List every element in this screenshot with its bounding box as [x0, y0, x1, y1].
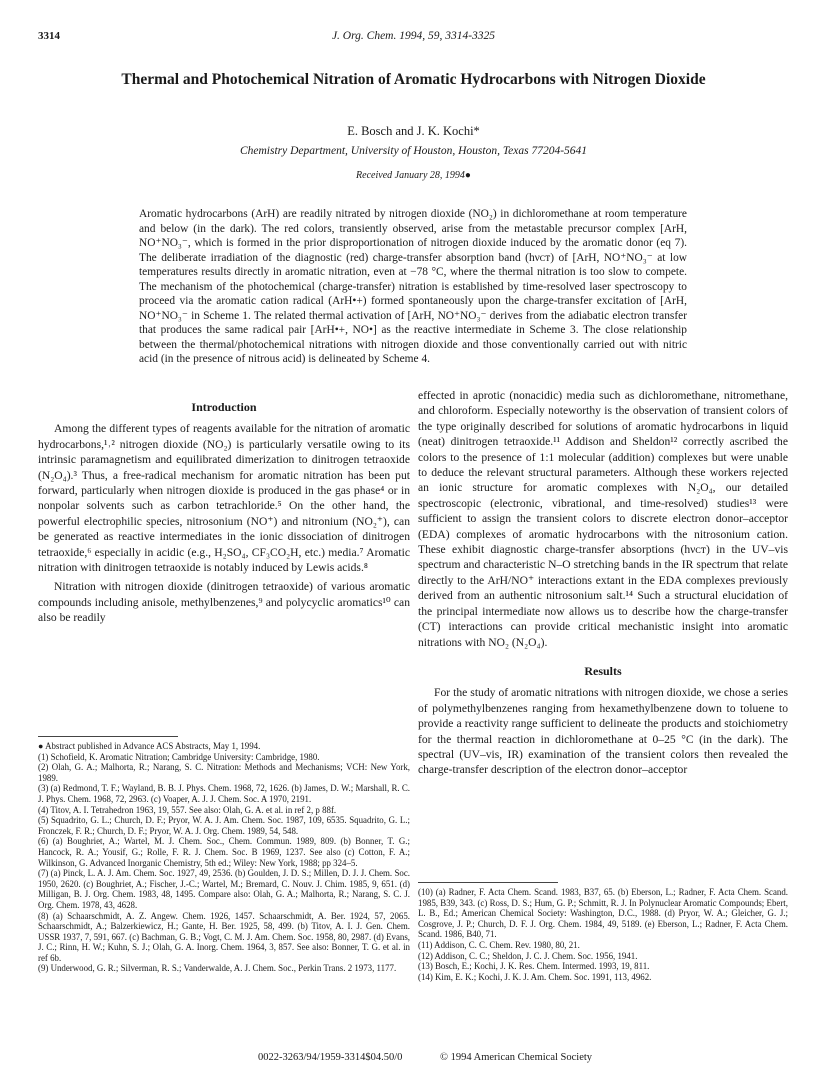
footnote: (3) (a) Redmond, T. F.; Wayland, B. B. J. Phys. Chem. 1968, 72, 1626. (b) James, D. W.; Marshall, R. C. J. Phys. Chem. 1968, 72, 2963. (c) Voaper, A. J. J. Chem. Soc. A 1970, 2191.	[38, 783, 410, 804]
footnote: (12) Addison, C. C.; Sheldon, J. C. J. Chem. Soc. 1956, 1941.	[418, 950, 638, 961]
footnote: (9) Underwood, G. R.; Silverman, R. S.; Vanderwalde, A. J. Chem. Soc., Perkin Trans. 2 1973, 1177.	[38, 963, 397, 974]
affiliation: Chemistry Department, University of Houston, Houston, Texas 77204-5641	[239, 145, 588, 157]
footnote-rule	[418, 882, 558, 883]
footnote: (13) Bosch, E.; Kochi, J. K. Res. Chem. Intermed. 1993, 19, 811.	[418, 961, 650, 972]
footnote: ● Abstract published in Advance ACS Abstracts, May 1, 1994.	[38, 741, 261, 751]
introduction-heading: Introduction	[191, 400, 257, 414]
paper-title: Thermal and Photochemical Nitration of Aromatic Hydrocarbons with Nitrogen Dioxide	[121, 71, 706, 88]
left-column	[38, 400, 410, 630]
footnote: (5) Squadrito, G. L.; Church, D. F.; Pryor, W. A. J. Am. Chem. Soc. 1987, 109, 6535. Squadrito, G. L.; Fronczek, F. R.; Church, D. F.; Pryor, W. A. J. Org. Chem. 1989, 54, 548.	[38, 815, 410, 836]
footnote: (2) Olah, G. A.; Malhorta, R.; Narang, S. C. Nitration: Methods and Mechanisms; VCH: New York, 1989.	[38, 762, 410, 783]
page-number: 3314	[38, 30, 60, 42]
footnote-rule	[38, 736, 178, 737]
footnotes-left	[38, 728, 410, 974]
intro-paragraph-1: Among the different types of reagents available for the nitration of aromatic hydrocarbons,¹˒² nitrogen dioxide (NO₂) is particularly versatile owing to its intrinsic paramagnetism and equilibrated dimerization to dinitrogen tetraoxide (N₂O₄).³ Thus, a free-radical mechanism for aromatic nitration has been put forward, particularly when nitrogen dioxide is produced in the gas phase⁴ or in nonpolar solvents such as carbon tetrachloride.⁵ On the other hand, the powerful electrophilic species, nitrosonium (NO⁺) and nitronium (NO₂⁺), can be generated as reactive intermediates in the ionic dissociation of dinitrogen tetraoxide,⁶ especially in acidic (e.g., H₂SO₄, CF₃CO₂H, etc.) media.⁷ Aromatic nitration with dinitrogen tetraoxide is notably induced by Lewis acids.⁸	[38, 422, 410, 575]
footnote: (6) (a) Boughriet, A.; Wartel, M. J. Chem. Soc., Chem. Commun. 1989, 809. (b) Bonner, T. G.; Hancock, R. A.; Yousif, G.; Rolle, F. R. J. Chem. Soc. B 1969, 1237. See also (c) Cotton, F. A.; Wilkinson, G. Advanced Inorganic Chemistry, 5th ed.; Wiley: New York, 1988; pp 324–5.	[38, 836, 410, 868]
results-heading: Results	[584, 663, 622, 678]
right-column	[418, 388, 788, 782]
footnote: (14) Kim, E. K.; Kochi, J. K. J. Am. Chem. Soc. 1991, 113, 4962.	[418, 971, 652, 982]
journal-citation: J. Org. Chem. 1994, 59, 3314-3325	[331, 30, 496, 42]
abstract: Aromatic hydrocarbons (ArH) are readily nitrated by nitrogen dioxide (NO₂) in dichloromethane at room temperature and below (in the dark). The red colors, transiently observed, arise from the metastable precursor complex [ArH, NO⁺NO₃⁻, which is formed in the prior disproportionation of nitrogen dioxide induced by the aromatic donor (eq 7). The deliberate irradiation of the diagnostic (red) charge-transfer absorption band (hνᴄᴛ) of [ArH, NO⁺NO₃⁻ at low temperatures results directly in aromatic nitration, even at −78 °C, where the thermal nitration is too slow to compete. The mechanism of the photochemical (charge-transfer) nitration is established by time-resolved laser spectroscopy to proceed via the aromatic cation radical (ArH•+) formed spontaneously upon the charge-transfer excitation of [ArH, NO⁺NO₃⁻ in Scheme 1. The related thermal activation of [ArH, NO⁺NO₃⁻ derives from the adiabatic electron transfer that produces the same radical pair [ArH•+, NO•] as the reactive intermediate in Scheme 3. The close relationship between the thermal/photochemical nitrations with nitrogen dioxide and those conventionally carried out with nitric acid (in the presence of nitrous acid) is delineated by Scheme 4.	[139, 208, 687, 365]
footer-code: 0022-3263/94/1959-3314$04.50/0	[258, 1052, 403, 1063]
results-paragraph-1: For the study of aromatic nitrations with nitrogen dioxide, we chose a series of polymethylbenzenes ranging from hexamethylbenzene down to toluene to provide a reactivity range sufficient to delineate the products and stoichiometry for the thermal reaction in dichloromethane at 0–25 °C (in the dark). The spectral (UV–vis, IR) examination of the transient colors then revealed the charge-transfer description of the electron donor–acceptor	[418, 686, 788, 777]
footnote: (8) (a) Schaarschmidt, A. Z. Angew. Chem. 1926, 1457. Schaarschmidt, A. Ber. 1924, 57, 2065. Schaarschmidt, A.; Balzerkiewicz, H.; Gante, H. Ber. 1925, 58, 499. (b) Titov, A. I. J. Gen. Chem. USSR 1937, 7, 591, 667. (c) Bachman, G. B.; Vogt, C. M. J. Am. Chem. Soc. 1958, 80, 2987. (d) Evans, J. C.; Rinn, H. W.; Kuhn, S. J.; Olah, G. A. Inorg. Chem. 1964, 3, 857. See also: Bonner, T. G. et al. in ref 6b.	[38, 910, 410, 963]
footnotes-right	[418, 874, 788, 982]
footnote: (11) Addison, C. C. Chem. Rev. 1980, 80, 21.	[418, 939, 580, 950]
footnote: (4) Titov, A. I. Tetrahedron 1963, 19, 557. See also: Olah, G. A. et al. in ref 2, p 88f.	[38, 804, 337, 815]
footnote: (7) (a) Pinck, L. A. J. Am. Chem. Soc. 1927, 49, 2536. (b) Goulden, J. D. S.; Millen, D. J. J. Chem. Soc. 1950, 2620. (c) Boughriet, A.; Fischer, J.-C.; Wartel, M.; Bremard, C. Nouv. J. Chim. 1985, 9, 651. (d) Milligan, B. J. Org. Chem. 1983, 48, 1495. Compare also: Olah, G. A.; Malhorta, R.; Narang, S. C. J. Org. Chem. 1978, 43, 4628.	[38, 868, 410, 910]
intro-paragraph-3: effected in aprotic (nonacidic) media such as dichloromethane, nitromethane, and chloroform. Especially noteworthy is the observation of transient colors of the type originally described for solutions of aromatic hydrocarbons in liquid (neat) dinitrogen tetraoxide.¹¹ Addison and Sheldon¹² correctly ascribed the colors to the presence of 1:1 molecular (addition) complexes but were unable to deduce the relevant structural parameters. Although these workers rejected an ionic structure for aromatic complexes with N₂O₄, our detailed spectroscopic (electronic, vibrational, and time-resolved) studies¹³ were sufficient to assign the transient colors to discrete electron donor–acceptor (EDA) complexes of aromatic hydrocarbons with the nitrosonium cation. These exhibit diagnostic charge-transfer absorptions (hνᴄᴛ) in the UV–vis spectrum and characteristic N–O stretching bands in the IR spectrum that relate directly to the ArH/NO⁺ interactions extant in the EDA complexes previously derived from an authentic nitrosonium salt.¹⁴ Such a structural elucidation of the principal intermediate now allows us to describe how the charge-transfer (CT) interactions can provide critical mechanistic insight into aromatic nitrations with NO₂ (N₂O₄).	[418, 389, 788, 649]
authors: E. Bosch and J. K. Kochi*	[347, 124, 480, 138]
footnote: (10) (a) Radner, F. Acta Chem. Scand. 1983, B37, 65. (b) Eberson, L.; Radner, F. Acta Chem. Scand. 1985, B39, 343. (c) Ross, D. S.; Hum, G. P.; Schmitt, R. J. In Polynuclear Aromatic Compounds; Ebert, L. B., Ed.; American Chemical Society: Washington, D.C., 1988. (d) Pryor, W. A.; Gleicher, G. J.; Cosgrove, J. P.; Church, D. F. J. Org. Chem. 1984, 49, 5189. (e) Eberson, L.; Radner, F. Acta Chem. Scand. 1986, B40, 71.	[418, 887, 788, 940]
footer-copyright: © 1994 American Chemical Society	[440, 1052, 593, 1063]
footnote: (1) Schofield, K. Aromatic Nitration; Cambridge University: Cambridge, 1980.	[38, 751, 320, 762]
intro-paragraph-2: Nitration with nitrogen dioxide (dinitrogen tetraoxide) of various aromatic compounds including anisole, methylbenzenes,⁹ and polycyclic aromatics¹⁰ can also be readily	[38, 580, 410, 625]
received-date: Received January 28, 1994●	[356, 170, 471, 181]
